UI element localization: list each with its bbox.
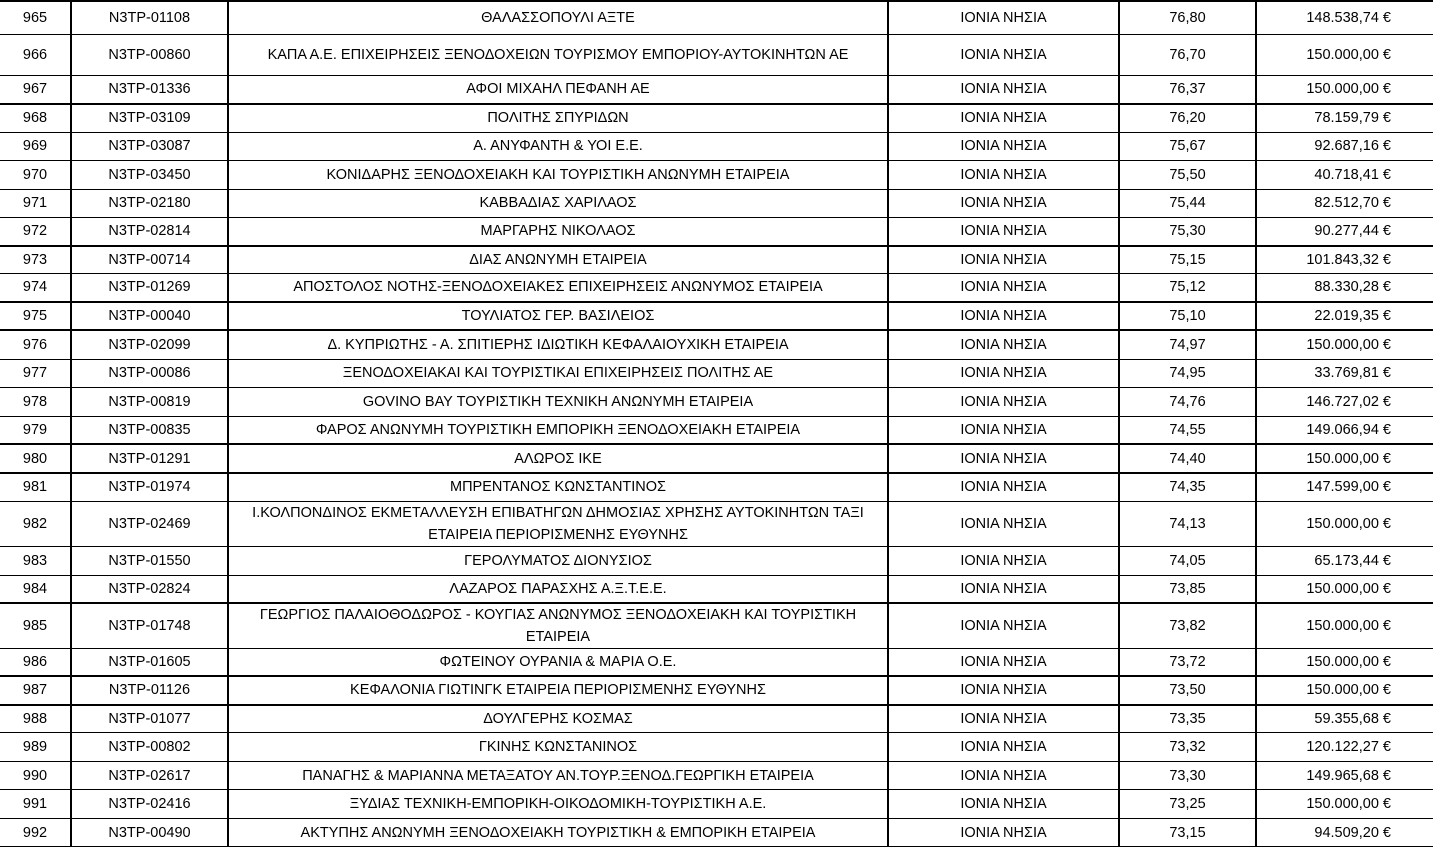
cell-row-number: 967 [0, 75, 71, 104]
cell-region: ΙΟΝΙΑ ΝΗΣΙΑ [888, 246, 1119, 273]
cell-score: 74,76 [1119, 387, 1256, 416]
cell-grant-amount: 22.019,35 € [1256, 302, 1433, 330]
table-row [0, 676, 1433, 705]
cell-region: ΙΟΝΙΑ ΝΗΣΙΑ [888, 501, 1119, 546]
cell-company-name: ΞΥΔΙΑΣ ΤΕΧΝΙΚΗ-ΕΜΠΟΡΙΚΗ-ΟΙΚΟΔΟΜΙΚΗ-ΤΟΥΡΙΣΤΙΚΗ Α.Ε. [228, 790, 888, 819]
cell-grant-amount: 147.599,00 € [1256, 473, 1433, 501]
cell-row-number: 980 [0, 444, 71, 473]
cell-company-name: ΑΛΩΡΟΣ ΙΚΕ [228, 444, 888, 473]
cell-region: ΙΟΝΙΑ ΝΗΣΙΑ [888, 75, 1119, 104]
table-row [0, 189, 1433, 217]
cell-grant-amount: 146.727,02 € [1256, 387, 1433, 416]
cell-region: ΙΟΝΙΑ ΝΗΣΙΑ [888, 575, 1119, 603]
cell-application-code: Ν3ΤΡ-01077 [71, 705, 228, 733]
table-row [0, 501, 1433, 546]
cell-region: ΙΟΝΙΑ ΝΗΣΙΑ [888, 473, 1119, 501]
cell-score: 75,10 [1119, 302, 1256, 330]
cell-row-number: 991 [0, 790, 71, 819]
cell-grant-amount: 90.277,44 € [1256, 217, 1433, 246]
cell-row-number: 976 [0, 330, 71, 359]
cell-row-number: 975 [0, 302, 71, 330]
cell-grant-amount: 78.159,79 € [1256, 104, 1433, 132]
cell-grant-amount: 101.843,32 € [1256, 246, 1433, 273]
cell-company-name: ΔΙΑΣ ΑΝΩΝΥΜΗ ΕΤΑΙΡΕΙΑ [228, 246, 888, 273]
cell-row-number: 968 [0, 104, 71, 132]
cell-application-code: Ν3ΤΡ-00819 [71, 387, 228, 416]
cell-application-code: Ν3ΤΡ-01126 [71, 676, 228, 705]
cell-score: 73,25 [1119, 790, 1256, 819]
cell-row-number: 981 [0, 473, 71, 501]
cell-application-code: Ν3ΤΡ-01291 [71, 444, 228, 473]
cell-score: 75,67 [1119, 132, 1256, 160]
cell-application-code: Ν3ΤΡ-01550 [71, 546, 228, 575]
cell-company-name: GOVINO BAY ΤΟΥΡΙΣΤΙΚΗ ΤΕΧΝΙΚΗ ΑΝΩΝΥΜΗ ΕΤΑΙΡΕΙΑ [228, 387, 888, 416]
cell-company-name: ΠΟΛΙΤΗΣ ΣΠΥΡΙΔΩΝ [228, 104, 888, 132]
cell-region: ΙΟΝΙΑ ΝΗΣΙΑ [888, 160, 1119, 189]
cell-row-number: 974 [0, 273, 71, 302]
cell-region: ΙΟΝΙΑ ΝΗΣΙΑ [888, 762, 1119, 790]
cell-region: ΙΟΝΙΑ ΝΗΣΙΑ [888, 733, 1119, 762]
cell-row-number: 990 [0, 762, 71, 790]
cell-region: ΙΟΝΙΑ ΝΗΣΙΑ [888, 387, 1119, 416]
cell-company-name: ΦΩΤΕΙΝΟΥ ΟΥΡΑΝΙΑ & ΜΑΡΙΑ Ο.Ε. [228, 649, 888, 676]
cell-company-name: ΚΕΦΑΛΟΝΙΑ ΓΙΩΤΙΝΓΚ ΕΤΑΙΡΕΙΑ ΠΕΡΙΟΡΙΣΜΕΝΗΣ ΕΥΘΥΝΗΣ [228, 676, 888, 705]
table-row [0, 330, 1433, 359]
cell-company-name: ΑΚΤΥΠΗΣ ΑΝΩΝΥΜΗ ΞΕΝΟΔΟΧΕΙΑΚΗ ΤΟΥΡΙΣΤΙΚΗ & ΕΜΠΟΡΙΚΗ ΕΤΑΙΡΕΙΑ [228, 819, 888, 847]
table-row [0, 819, 1433, 847]
cell-score: 75,12 [1119, 273, 1256, 302]
cell-company-name: ΘΑΛΑΣΣΟΠΟΥΛΙ ΑΞΤΕ [228, 1, 888, 34]
cell-row-number: 988 [0, 705, 71, 733]
cell-application-code: Ν3ΤΡ-00040 [71, 302, 228, 330]
cell-company-name: ΑΦΟΙ ΜΙΧΑΗΛ ΠΕΦΑΝΗ ΑΕ [228, 75, 888, 104]
cell-application-code: Ν3ΤΡ-02099 [71, 330, 228, 359]
cell-region: ΙΟΝΙΑ ΝΗΣΙΑ [888, 189, 1119, 217]
cell-grant-amount: 40.718,41 € [1256, 160, 1433, 189]
cell-region: ΙΟΝΙΑ ΝΗΣΙΑ [888, 705, 1119, 733]
cell-score: 74,55 [1119, 416, 1256, 444]
cell-grant-amount: 150.000,00 € [1256, 603, 1433, 649]
cell-application-code: Ν3ΤΡ-00802 [71, 733, 228, 762]
cell-score: 74,05 [1119, 546, 1256, 575]
cell-score: 73,72 [1119, 649, 1256, 676]
table-row [0, 246, 1433, 273]
cell-application-code: Ν3ΤΡ-01269 [71, 273, 228, 302]
cell-score: 76,80 [1119, 1, 1256, 34]
cell-company-name: ΚΑΠΑ Α.Ε. ΕΠΙΧΕΙΡΗΣΕΙΣ ΞΕΝΟΔΟΧΕΙΩΝ ΤΟΥΡΙΣΜΟΥ ΕΜΠΟΡΙΟΥ-ΑΥΤΟΚΙΝΗΤΩΝ ΑΕ [228, 34, 888, 75]
cell-row-number: 982 [0, 501, 71, 546]
cell-grant-amount: 88.330,28 € [1256, 273, 1433, 302]
cell-application-code: Ν3ΤΡ-03450 [71, 160, 228, 189]
cell-application-code: Ν3ΤΡ-00835 [71, 416, 228, 444]
cell-score: 76,37 [1119, 75, 1256, 104]
table-row [0, 75, 1433, 104]
cell-company-name: Ι.ΚΟΛΠΟΝΔΙΝΟΣ ΕΚΜΕΤΑΛΛΕΥΣΗ ΕΠΙΒΑΤΗΓΩΝ ΔΗΜΟΣΙΑΣ ΧΡΗΣΗΣ ΑΥΤΟΚΙΝΗΤΩΝ ΤΑΞΙ ΕΤΑΙΡΕΙΑ ΠΕΡΙΟΡΙΣΜΕΝΗΣ ΕΥΘΥΝΗΣ [228, 501, 888, 546]
cell-grant-amount: 59.355,68 € [1256, 705, 1433, 733]
cell-company-name: ΔΟΥΛΓΕΡΗΣ ΚΟΣΜΑΣ [228, 705, 888, 733]
cell-application-code: Ν3ΤΡ-01336 [71, 75, 228, 104]
table-row [0, 302, 1433, 330]
cell-region: ΙΟΝΙΑ ΝΗΣΙΑ [888, 603, 1119, 649]
table-row [0, 649, 1433, 676]
cell-region: ΙΟΝΙΑ ΝΗΣΙΑ [888, 819, 1119, 847]
cell-region: ΙΟΝΙΑ ΝΗΣΙΑ [888, 444, 1119, 473]
cell-region: ΙΟΝΙΑ ΝΗΣΙΑ [888, 359, 1119, 387]
cell-row-number: 969 [0, 132, 71, 160]
cell-company-name: ΚΑΒΒΑΔΙΑΣ ΧΑΡΙΛΑΟΣ [228, 189, 888, 217]
cell-region: ΙΟΝΙΑ ΝΗΣΙΑ [888, 217, 1119, 246]
cell-application-code: Ν3ΤΡ-02814 [71, 217, 228, 246]
cell-region: ΙΟΝΙΑ ΝΗΣΙΑ [888, 34, 1119, 75]
cell-company-name: Δ. ΚΥΠΡΙΩΤΗΣ - Α. ΣΠΙΤΙΕΡΗΣ ΙΔΙΩΤΙΚΗ ΚΕΦΑΛΑΙΟΥΧΙΚΗ ΕΤΑΙΡΕΙΑ [228, 330, 888, 359]
cell-company-name: ΠΑΝΑΓΗΣ & ΜΑΡΙΑΝΝΑ ΜΕΤΑΞΑΤΟΥ ΑΝ.ΤΟΥΡ.ΞΕΝΟΔ.ΓΕΩΡΓΙΚΗ ΕΤΑΙΡΕΙΑ [228, 762, 888, 790]
cell-score: 75,44 [1119, 189, 1256, 217]
cell-row-number: 972 [0, 217, 71, 246]
cell-company-name: ΤΟΥΛΙΑΤΟΣ ΓΕΡ. ΒΑΣΙΛΕΙΟΣ [228, 302, 888, 330]
cell-application-code: Ν3ΤΡ-03087 [71, 132, 228, 160]
cell-row-number: 965 [0, 1, 71, 34]
cell-company-name: ΜΑΡΓΑΡΗΣ ΝΙΚΟΛΑΟΣ [228, 217, 888, 246]
cell-region: ΙΟΝΙΑ ΝΗΣΙΑ [888, 302, 1119, 330]
cell-row-number: 971 [0, 189, 71, 217]
cell-company-name: ΞΕΝΟΔΟΧΕΙΑΚΑΙ ΚΑΙ ΤΟΥΡΙΣΤΙΚΑΙ ΕΠΙΧΕΙΡΗΣΕΙΣ ΠΟΛΙΤΗΣ ΑΕ [228, 359, 888, 387]
cell-grant-amount: 150.000,00 € [1256, 790, 1433, 819]
cell-region: ΙΟΝΙΑ ΝΗΣΙΑ [888, 330, 1119, 359]
cell-row-number: 989 [0, 733, 71, 762]
cell-row-number: 978 [0, 387, 71, 416]
table-row [0, 273, 1433, 302]
table-row [0, 603, 1433, 649]
cell-company-name: ΛΑΖΑΡΟΣ ΠΑΡΑΣΧΗΣ Α.Ξ.Τ.Ε.Ε. [228, 575, 888, 603]
table-row [0, 705, 1433, 733]
cell-grant-amount: 150.000,00 € [1256, 34, 1433, 75]
table-row [0, 733, 1433, 762]
table-row [0, 1, 1433, 34]
table-row [0, 132, 1433, 160]
cell-score: 74,97 [1119, 330, 1256, 359]
cell-grant-amount: 150.000,00 € [1256, 444, 1433, 473]
table-row [0, 104, 1433, 132]
cell-application-code: Ν3ΤΡ-00860 [71, 34, 228, 75]
cell-score: 75,15 [1119, 246, 1256, 273]
cell-region: ΙΟΝΙΑ ΝΗΣΙΑ [888, 676, 1119, 705]
cell-region: ΙΟΝΙΑ ΝΗΣΙΑ [888, 546, 1119, 575]
cell-grant-amount: 150.000,00 € [1256, 501, 1433, 546]
cell-region: ΙΟΝΙΑ ΝΗΣΙΑ [888, 132, 1119, 160]
table-row [0, 575, 1433, 603]
cell-row-number: 983 [0, 546, 71, 575]
cell-row-number: 966 [0, 34, 71, 75]
cell-application-code: Ν3ΤΡ-02180 [71, 189, 228, 217]
table-row [0, 217, 1433, 246]
cell-grant-amount: 65.173,44 € [1256, 546, 1433, 575]
cell-grant-amount: 94.509,20 € [1256, 819, 1433, 847]
cell-score: 73,82 [1119, 603, 1256, 649]
cell-grant-amount: 148.538,74 € [1256, 1, 1433, 34]
cell-grant-amount: 33.769,81 € [1256, 359, 1433, 387]
cell-company-name: Α. ΑΝΥΦΑΝΤΗ & ΥΟΙ Ε.Ε. [228, 132, 888, 160]
table-row [0, 790, 1433, 819]
cell-region: ΙΟΝΙΑ ΝΗΣΙΑ [888, 273, 1119, 302]
table-row [0, 546, 1433, 575]
cell-row-number: 987 [0, 676, 71, 705]
cell-row-number: 986 [0, 649, 71, 676]
cell-row-number: 979 [0, 416, 71, 444]
cell-grant-amount: 150.000,00 € [1256, 649, 1433, 676]
cell-score: 73,35 [1119, 705, 1256, 733]
cell-application-code: Ν3ΤΡ-02617 [71, 762, 228, 790]
cell-application-code: Ν3ΤΡ-02416 [71, 790, 228, 819]
cell-grant-amount: 150.000,00 € [1256, 676, 1433, 705]
cell-application-code: Ν3ΤΡ-00086 [71, 359, 228, 387]
cell-grant-amount: 82.512,70 € [1256, 189, 1433, 217]
table-row [0, 473, 1433, 501]
cell-company-name: ΜΠΡΕΝΤΑΝΟΣ ΚΩΝΣΤΑΝΤΙΝΟΣ [228, 473, 888, 501]
table-body [0, 1, 1433, 847]
cell-grant-amount: 120.122,27 € [1256, 733, 1433, 762]
cell-company-name: ΦΑΡΟΣ ΑΝΩΝΥΜΗ ΤΟΥΡΙΣΤΙΚΗ ΕΜΠΟΡΙΚΗ ΞΕΝΟΔΟΧΕΙΑΚΗ ΕΤΑΙΡΕΙΑ [228, 416, 888, 444]
cell-score: 73,15 [1119, 819, 1256, 847]
cell-grant-amount: 149.066,94 € [1256, 416, 1433, 444]
cell-row-number: 985 [0, 603, 71, 649]
cell-application-code: Ν3ΤΡ-00490 [71, 819, 228, 847]
cell-score: 73,85 [1119, 575, 1256, 603]
cell-company-name: ΓΕΡΟΛΥΜΑΤΟΣ ΔΙΟΝΥΣΙΟΣ [228, 546, 888, 575]
table-row [0, 160, 1433, 189]
cell-region: ΙΟΝΙΑ ΝΗΣΙΑ [888, 416, 1119, 444]
cell-grant-amount: 149.965,68 € [1256, 762, 1433, 790]
cell-score: 73,30 [1119, 762, 1256, 790]
cell-row-number: 970 [0, 160, 71, 189]
cell-application-code: Ν3ΤΡ-02824 [71, 575, 228, 603]
cell-company-name: ΚΟΝΙΔΑΡΗΣ ΞΕΝΟΔΟΧΕΙΑΚΗ ΚΑΙ ΤΟΥΡΙΣΤΙΚΗ ΑΝΩΝΥΜΗ ΕΤΑΙΡΕΙΑ [228, 160, 888, 189]
cell-application-code: Ν3ΤΡ-01974 [71, 473, 228, 501]
cell-row-number: 977 [0, 359, 71, 387]
cell-score: 76,20 [1119, 104, 1256, 132]
cell-score: 75,50 [1119, 160, 1256, 189]
cell-grant-amount: 150.000,00 € [1256, 575, 1433, 603]
cell-application-code: Ν3ΤΡ-01605 [71, 649, 228, 676]
cell-region: ΙΟΝΙΑ ΝΗΣΙΑ [888, 649, 1119, 676]
cell-score: 75,30 [1119, 217, 1256, 246]
cell-score: 74,35 [1119, 473, 1256, 501]
cell-score: 73,32 [1119, 733, 1256, 762]
table-row [0, 444, 1433, 473]
cell-application-code: Ν3ΤΡ-02469 [71, 501, 228, 546]
cell-score: 74,40 [1119, 444, 1256, 473]
cell-grant-amount: 150.000,00 € [1256, 75, 1433, 104]
table-row [0, 387, 1433, 416]
cell-score: 76,70 [1119, 34, 1256, 75]
cell-row-number: 992 [0, 819, 71, 847]
cell-company-name: ΑΠΟΣΤΟΛΟΣ ΝΟΤΗΣ-ΞΕΝΟΔΟΧΕΙΑΚΕΣ ΕΠΙΧΕΙΡΗΣΕΙΣ ΑΝΩΝΥΜΟΣ ΕΤΑΙΡΕΙΑ [228, 273, 888, 302]
cell-application-code: Ν3ΤΡ-01748 [71, 603, 228, 649]
table-row [0, 416, 1433, 444]
cell-company-name: ΓΕΩΡΓΙΟΣ ΠΑΛΑΙΟΘΟΔΩΡΟΣ - ΚΟΥΓΙΑΣ ΑΝΩΝΥΜΟΣ ΞΕΝΟΔΟΧΕΙΑΚΗ ΚΑΙ ΤΟΥΡΙΣΤΙΚΗ ΕΤΑΙΡΕΙΑ [228, 603, 888, 649]
table-row [0, 762, 1433, 790]
cell-grant-amount: 150.000,00 € [1256, 330, 1433, 359]
cell-row-number: 973 [0, 246, 71, 273]
cell-application-code: Ν3ΤΡ-01108 [71, 1, 228, 34]
cell-region: ΙΟΝΙΑ ΝΗΣΙΑ [888, 790, 1119, 819]
cell-application-code: Ν3ΤΡ-03109 [71, 104, 228, 132]
table-row [0, 359, 1433, 387]
cell-score: 74,95 [1119, 359, 1256, 387]
cell-region: ΙΟΝΙΑ ΝΗΣΙΑ [888, 104, 1119, 132]
cell-row-number: 984 [0, 575, 71, 603]
cell-grant-amount: 92.687,16 € [1256, 132, 1433, 160]
cell-score: 73,50 [1119, 676, 1256, 705]
cell-application-code: Ν3ΤΡ-00714 [71, 246, 228, 273]
cell-region: ΙΟΝΙΑ ΝΗΣΙΑ [888, 1, 1119, 34]
cell-score: 74,13 [1119, 501, 1256, 546]
table-row [0, 34, 1433, 75]
cell-company-name: ΓΚΙΝΗΣ ΚΩΝΣΤΑΝΙΝΟΣ [228, 733, 888, 762]
